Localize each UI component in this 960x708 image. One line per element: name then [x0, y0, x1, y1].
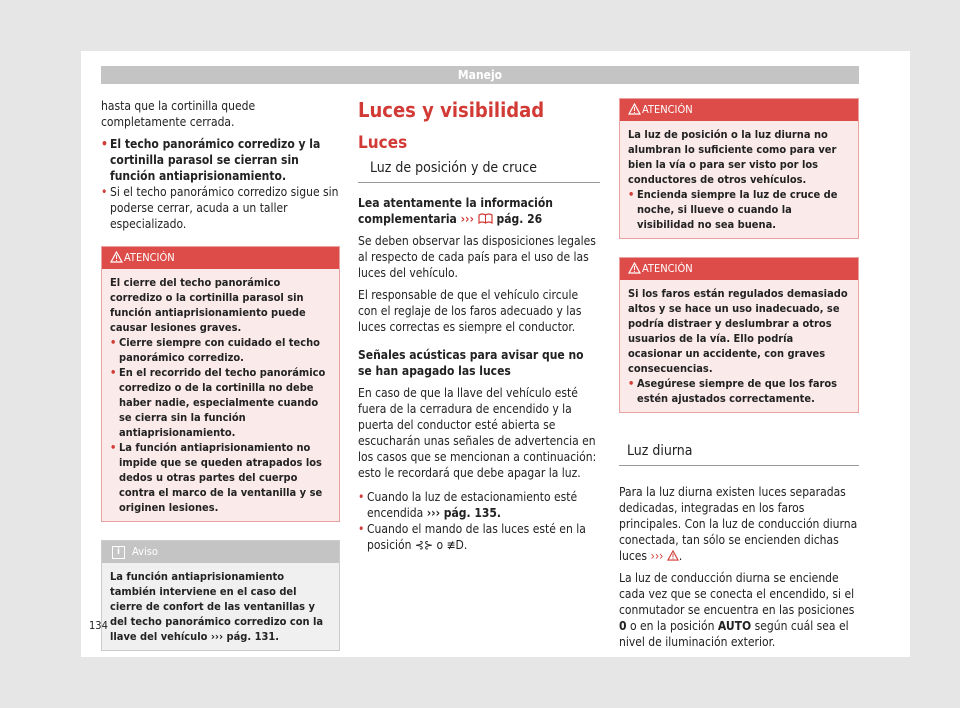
bullet-text: Cuando el mando de las luces esté en la posición [367, 522, 586, 552]
position-0-label: 0 [619, 619, 627, 633]
paragraph-text: o en la posición [629, 619, 715, 633]
paragraph: Para la luz diurna existen luces separadas dedicadas, integradas en los faros principales. Con la luz de conducción diurna conectada, tan sólo se encienden dichas luces ››› . [619, 485, 858, 563]
note-header [102, 541, 339, 563]
bullet-item [358, 489, 600, 521]
subsection-title: Luz diurna [619, 435, 859, 466]
paragraph: El responsable de que el vehículo circule con el reglaje de los faros adecuado y las luces correctas es siempre el conductor. [358, 288, 582, 334]
column-3 [619, 98, 859, 656]
warning-body [620, 121, 858, 238]
low-beam-icon: ≢D [446, 538, 464, 552]
page-reference-link[interactable]: pág. 26 [496, 212, 543, 226]
paragraph: En caso de que la llave del vehículo esté fuera de la cerradura de encendido y la puerta del conductor esté abierta se escucharán unas señales de advertencia en los casos que se mencionan a continuación: esto le recordará que debe apagar la luz. [358, 386, 597, 480]
warning-triangle-icon [667, 550, 679, 561]
page-reference-link[interactable]: ››› pág. 135. [426, 506, 502, 520]
warning-body [620, 280, 858, 412]
warning-body [102, 269, 339, 521]
warning-box [101, 246, 340, 522]
warning-bullet: • Cierre siempre con cuidado el techo panorámico corredizo. [110, 335, 331, 365]
paragraph-text: La luz de conducción diurna se enciende cada vez que se conecta el encendido, si el conmutador se encuentra en las posiciones [619, 571, 855, 617]
warning-title: ATENCIÓN [124, 251, 175, 264]
warning-bullet: • Encienda siempre la luz de cruce de noche, si llueve o cuando la visibilidad no sea buena. [628, 187, 850, 232]
position-auto-label: AUTO [717, 619, 752, 633]
reference-arrows: ››› [460, 212, 474, 226]
column-1 [101, 98, 340, 651]
subheading: Señales acústicas para avisar que no se han apagado las luces [358, 348, 584, 378]
warning-header [620, 99, 858, 121]
subsection-title: Luz de posición y de cruce [358, 158, 600, 183]
paragraph-text: Para la luz diurna existen luces separadas dedicadas, integradas en los faros principales. Con la luz de conducción diurna conectada, tan sólo se encienden dichas luces [619, 485, 858, 563]
bullet-item: • Cuando el mando de las luces esté en la posición ⊰⊱ o ≢D. [358, 521, 600, 553]
page-reference-link[interactable]: ››› pág. 131. [210, 630, 279, 643]
bullet-item: • Si el techo panorámico corredizo sigue sin poderse cerrar, acuda a un taller especializado. [101, 184, 340, 232]
paragraph: Se deben observar las disposiciones legales al respecto de cada país para el uso de las luces del vehículo. [358, 234, 596, 280]
lead-text [358, 195, 600, 227]
warning-text: La luz de posición o la luz diurna no alumbran lo suficiente como para ver bien la vía o para ser visto por los conductores de otros vehículos. [628, 128, 837, 186]
bullet-text: Cuando la luz de estacionamiento esté encendida [367, 490, 578, 520]
warning-bullet: • Asegúrese siempre de que los faros estén ajustados correctamente. [628, 376, 850, 406]
paragraph-text: según cuál sea el nivel de iluminación exterior. [619, 619, 849, 649]
note-body [102, 563, 339, 650]
conjunction: o [436, 538, 444, 552]
info-icon: i [112, 546, 125, 559]
warning-triangle-icon [628, 103, 641, 115]
note-box [101, 540, 340, 651]
position-light-icon: ⊰⊱ [414, 538, 433, 552]
section-title: Luces [358, 133, 408, 153]
warning-text: Si los faros están regulados demasiado altos y se hace un uso inadecuado, se podría distraer y deslumbrar a otros usuarios de la vía. Ello podría ocasionar un accidente, con graves consecuencias. [628, 287, 848, 375]
warning-header [102, 247, 339, 269]
warning-title: ATENCIÓN [642, 262, 693, 275]
page-number: 134 [89, 619, 108, 632]
paragraph [619, 570, 859, 650]
column-2 [358, 98, 600, 553]
warning-header [620, 258, 858, 280]
note-text: La función antiaprisionamiento también interviene en el caso del cierre de confort de las ventanillas y del techo panorámico corredizo con la llave del vehículo [110, 570, 324, 643]
warning-title: ATENCIÓN [642, 103, 693, 116]
bullet-item: • El techo panorámico corredizo y la cortinilla parasol se cierran sin función antiaprisionamiento. [101, 136, 340, 184]
note-title: Aviso [132, 545, 158, 558]
chapter-title: Luces y visibilidad [358, 98, 545, 122]
warning-box [619, 98, 859, 239]
warning-triangle-icon [110, 251, 123, 263]
warning-box [619, 257, 859, 413]
reference-arrows: ››› [650, 549, 664, 563]
warning-bullet: • En el recorrido del techo panorámico corredizo o de la cortinilla no debe haber nadie, especialmente cuando se cierra sin la función antiaprisionamiento. [110, 365, 331, 440]
lead-text-content: Lea atentamente la información complementaria [358, 196, 553, 226]
warning-bullet: • La función antiaprisionamiento no impide que se queden atrapados los dedos u otras partes del cuerpo contra el marco de la ventanilla y se originen lesiones. [110, 440, 331, 515]
warning-triangle-icon [628, 262, 641, 274]
warning-text: El cierre del techo panorámico corredizo o la cortinilla parasol sin función antiaprisionamiento puede causar lesiones graves. [110, 276, 306, 334]
page-header: Manejo [101, 66, 859, 84]
book-icon [478, 213, 493, 224]
intro-text: hasta que la cortinilla quede completamente cerrada. [101, 99, 256, 129]
